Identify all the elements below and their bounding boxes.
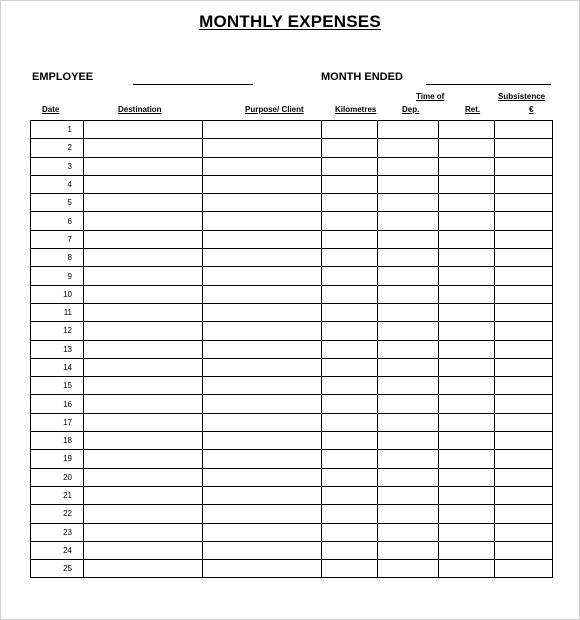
departure-cell[interactable]: [378, 523, 439, 541]
return-cell[interactable]: [439, 413, 495, 431]
date-cell: 14: [31, 358, 84, 376]
table-row: [31, 486, 553, 504]
departure-cell[interactable]: [378, 121, 439, 139]
departure-cell[interactable]: [378, 377, 439, 395]
departure-cell[interactable]: [378, 358, 439, 376]
expenses-table-body: [31, 121, 553, 578]
destination-cell[interactable]: [84, 486, 203, 504]
subsistence-cell[interactable]: [495, 194, 553, 212]
column-header-subsistence: Subsistence: [498, 92, 546, 101]
departure-cell[interactable]: [378, 450, 439, 468]
month-ended-label: MONTH ENDED: [321, 71, 403, 83]
kilometres-cell[interactable]: [322, 432, 378, 450]
return-cell[interactable]: [439, 450, 495, 468]
purpose-cell[interactable]: [203, 249, 322, 267]
return-cell[interactable]: [439, 560, 495, 578]
column-header-return: Ret.: [465, 105, 481, 114]
kilometres-cell[interactable]: [322, 377, 378, 395]
purpose-cell[interactable]: [203, 212, 322, 230]
table-row: [31, 432, 553, 450]
subsistence-cell[interactable]: [495, 377, 553, 395]
table-row: [31, 194, 553, 212]
kilometres-cell[interactable]: [322, 249, 378, 267]
return-cell[interactable]: [439, 377, 495, 395]
subsistence-cell[interactable]: [495, 523, 553, 541]
departure-cell[interactable]: [378, 230, 439, 248]
destination-cell[interactable]: [84, 358, 203, 376]
destination-cell[interactable]: [84, 560, 203, 578]
date-cell: 25: [31, 560, 84, 578]
table-row: [31, 157, 553, 175]
table-row: [31, 505, 553, 523]
return-cell[interactable]: [439, 303, 495, 321]
purpose-cell[interactable]: [203, 267, 322, 285]
return-cell[interactable]: [439, 285, 495, 303]
employee-field[interactable]: [133, 84, 253, 85]
destination-cell[interactable]: [84, 432, 203, 450]
purpose-cell[interactable]: [203, 175, 322, 193]
date-cell: 16: [31, 395, 84, 413]
subsistence-cell[interactable]: [495, 175, 553, 193]
date-cell: 6: [31, 212, 84, 230]
table-row: [31, 303, 553, 321]
table-row: [31, 413, 553, 431]
date-cell: 18: [31, 432, 84, 450]
return-cell[interactable]: [439, 139, 495, 157]
kilometres-cell[interactable]: [322, 358, 378, 376]
subsistence-cell[interactable]: [495, 249, 553, 267]
kilometres-cell[interactable]: [322, 413, 378, 431]
subsistence-cell[interactable]: [495, 157, 553, 175]
destination-cell[interactable]: [84, 139, 203, 157]
date-cell: 4: [31, 175, 84, 193]
kilometres-cell[interactable]: [322, 157, 378, 175]
subsistence-cell[interactable]: [495, 121, 553, 139]
return-cell[interactable]: [439, 157, 495, 175]
kilometres-cell[interactable]: [322, 175, 378, 193]
destination-cell[interactable]: [84, 121, 203, 139]
purpose-cell[interactable]: [203, 395, 322, 413]
date-cell: 24: [31, 541, 84, 559]
table-row: [31, 358, 553, 376]
return-cell[interactable]: [439, 230, 495, 248]
date-cell: 11: [31, 303, 84, 321]
subsistence-cell[interactable]: [495, 413, 553, 431]
kilometres-cell[interactable]: [322, 560, 378, 578]
return-cell[interactable]: [439, 340, 495, 358]
kilometres-cell[interactable]: [322, 230, 378, 248]
table-row: [31, 139, 553, 157]
return-cell[interactable]: [439, 267, 495, 285]
kilometres-cell[interactable]: [322, 194, 378, 212]
departure-cell[interactable]: [378, 395, 439, 413]
subsistence-cell[interactable]: [495, 505, 553, 523]
table-row: [31, 340, 553, 358]
kilometres-cell[interactable]: [322, 505, 378, 523]
date-cell: 13: [31, 340, 84, 358]
kilometres-cell[interactable]: [322, 468, 378, 486]
return-cell[interactable]: [439, 395, 495, 413]
subsistence-cell[interactable]: [495, 267, 553, 285]
table-row: [31, 322, 553, 340]
subsistence-cell[interactable]: [495, 560, 553, 578]
purpose-cell[interactable]: [203, 560, 322, 578]
purpose-cell[interactable]: [203, 468, 322, 486]
destination-cell[interactable]: [84, 395, 203, 413]
subsistence-cell[interactable]: [495, 230, 553, 248]
date-cell: 22: [31, 505, 84, 523]
kilometres-cell[interactable]: [322, 139, 378, 157]
departure-cell[interactable]: [378, 486, 439, 504]
subsistence-cell[interactable]: [495, 285, 553, 303]
column-header-destination: Destination: [118, 105, 162, 114]
subsistence-cell[interactable]: [495, 486, 553, 504]
table-row: [31, 541, 553, 559]
date-cell: 15: [31, 377, 84, 395]
departure-cell[interactable]: [378, 249, 439, 267]
departure-cell[interactable]: [378, 340, 439, 358]
departure-cell[interactable]: [378, 413, 439, 431]
expenses-table: [30, 120, 553, 578]
departure-cell[interactable]: [378, 541, 439, 559]
date-cell: 21: [31, 486, 84, 504]
table-row: [31, 377, 553, 395]
departure-cell[interactable]: [378, 157, 439, 175]
destination-cell[interactable]: [84, 377, 203, 395]
column-header-departure: Dep.: [402, 105, 420, 114]
destination-cell[interactable]: [84, 267, 203, 285]
kilometres-cell[interactable]: [322, 212, 378, 230]
column-header-kilometres: Kilometres: [335, 105, 377, 114]
table-row: [31, 121, 553, 139]
date-cell: 19: [31, 450, 84, 468]
purpose-cell[interactable]: [203, 194, 322, 212]
purpose-cell[interactable]: [203, 303, 322, 321]
destination-cell[interactable]: [84, 413, 203, 431]
destination-cell[interactable]: [84, 285, 203, 303]
return-cell[interactable]: [439, 249, 495, 267]
return-cell[interactable]: [439, 541, 495, 559]
table-row: [31, 267, 553, 285]
table-row: [31, 230, 553, 248]
table-row: [31, 395, 553, 413]
return-cell[interactable]: [439, 505, 495, 523]
date-cell: 1: [31, 121, 84, 139]
month-ended-field[interactable]: [426, 84, 551, 85]
destination-cell[interactable]: [84, 541, 203, 559]
kilometres-cell[interactable]: [322, 285, 378, 303]
table-row: [31, 249, 553, 267]
destination-cell[interactable]: [84, 523, 203, 541]
subsistence-cell[interactable]: [495, 340, 553, 358]
purpose-cell[interactable]: [203, 230, 322, 248]
return-cell[interactable]: [439, 432, 495, 450]
column-header-purpose: Purpose/ Client: [245, 105, 304, 114]
destination-cell[interactable]: [84, 303, 203, 321]
page-title: MONTHLY EXPENSES: [199, 12, 381, 31]
purpose-cell[interactable]: [203, 139, 322, 157]
return-cell[interactable]: [439, 468, 495, 486]
subsistence-cell[interactable]: [495, 139, 553, 157]
purpose-cell[interactable]: [203, 322, 322, 340]
column-header-date: Date: [42, 105, 60, 114]
departure-cell[interactable]: [378, 505, 439, 523]
departure-cell[interactable]: [378, 322, 439, 340]
date-cell: 5: [31, 194, 84, 212]
departure-cell[interactable]: [378, 468, 439, 486]
purpose-cell[interactable]: [203, 413, 322, 431]
return-cell[interactable]: [439, 322, 495, 340]
purpose-cell[interactable]: [203, 157, 322, 175]
kilometres-cell[interactable]: [322, 322, 378, 340]
table-row: [31, 450, 553, 468]
return-cell[interactable]: [439, 358, 495, 376]
destination-cell[interactable]: [84, 230, 203, 248]
date-cell: 12: [31, 322, 84, 340]
return-cell[interactable]: [439, 175, 495, 193]
kilometres-cell[interactable]: [322, 395, 378, 413]
subsistence-cell[interactable]: [495, 212, 553, 230]
destination-cell[interactable]: [84, 249, 203, 267]
destination-cell[interactable]: [84, 212, 203, 230]
table-row: [31, 523, 553, 541]
date-cell: 23: [31, 523, 84, 541]
purpose-cell[interactable]: [203, 523, 322, 541]
table-row: [31, 175, 553, 193]
subsistence-cell[interactable]: [495, 432, 553, 450]
purpose-cell[interactable]: [203, 121, 322, 139]
subsistence-cell[interactable]: [495, 541, 553, 559]
return-cell[interactable]: [439, 121, 495, 139]
departure-cell[interactable]: [378, 175, 439, 193]
kilometres-cell[interactable]: [322, 121, 378, 139]
destination-cell[interactable]: [84, 194, 203, 212]
table-row: [31, 212, 553, 230]
column-header-time-of: Time of: [416, 92, 445, 101]
date-cell: 8: [31, 249, 84, 267]
purpose-cell[interactable]: [203, 505, 322, 523]
subsistence-cell[interactable]: [495, 395, 553, 413]
departure-cell[interactable]: [378, 432, 439, 450]
subsistence-cell[interactable]: [495, 450, 553, 468]
date-cell: 20: [31, 468, 84, 486]
date-cell: 9: [31, 267, 84, 285]
departure-cell[interactable]: [378, 267, 439, 285]
date-cell: 10: [31, 285, 84, 303]
column-header-currency: €: [529, 105, 534, 114]
purpose-cell[interactable]: [203, 450, 322, 468]
kilometres-cell[interactable]: [322, 523, 378, 541]
subsistence-cell[interactable]: [495, 322, 553, 340]
departure-cell[interactable]: [378, 560, 439, 578]
kilometres-cell[interactable]: [322, 340, 378, 358]
subsistence-cell[interactable]: [495, 358, 553, 376]
purpose-cell[interactable]: [203, 285, 322, 303]
subsistence-cell[interactable]: [495, 468, 553, 486]
date-cell: 17: [31, 413, 84, 431]
date-cell: 2: [31, 139, 84, 157]
destination-cell[interactable]: [84, 468, 203, 486]
departure-cell[interactable]: [378, 303, 439, 321]
date-cell: 7: [31, 230, 84, 248]
kilometres-cell[interactable]: [322, 303, 378, 321]
kilometres-cell[interactable]: [322, 541, 378, 559]
purpose-cell[interactable]: [203, 358, 322, 376]
purpose-cell[interactable]: [203, 541, 322, 559]
departure-cell[interactable]: [378, 139, 439, 157]
destination-cell[interactable]: [84, 157, 203, 175]
table-row: [31, 468, 553, 486]
destination-cell[interactable]: [84, 175, 203, 193]
kilometres-cell[interactable]: [322, 450, 378, 468]
destination-cell[interactable]: [84, 340, 203, 358]
kilometres-cell[interactable]: [322, 486, 378, 504]
return-cell[interactable]: [439, 212, 495, 230]
purpose-cell[interactable]: [203, 486, 322, 504]
return-cell[interactable]: [439, 486, 495, 504]
return-cell[interactable]: [439, 194, 495, 212]
departure-cell[interactable]: [378, 194, 439, 212]
table-row: [31, 560, 553, 578]
subsistence-cell[interactable]: [495, 303, 553, 321]
date-cell: 3: [31, 157, 84, 175]
destination-cell[interactable]: [84, 505, 203, 523]
table-row: [31, 285, 553, 303]
purpose-cell[interactable]: [203, 340, 322, 358]
purpose-cell[interactable]: [203, 377, 322, 395]
destination-cell[interactable]: [84, 450, 203, 468]
purpose-cell[interactable]: [203, 432, 322, 450]
departure-cell[interactable]: [378, 212, 439, 230]
return-cell[interactable]: [439, 523, 495, 541]
destination-cell[interactable]: [84, 322, 203, 340]
employee-label: EMPLOYEE: [32, 71, 94, 83]
kilometres-cell[interactable]: [322, 267, 378, 285]
departure-cell[interactable]: [378, 285, 439, 303]
